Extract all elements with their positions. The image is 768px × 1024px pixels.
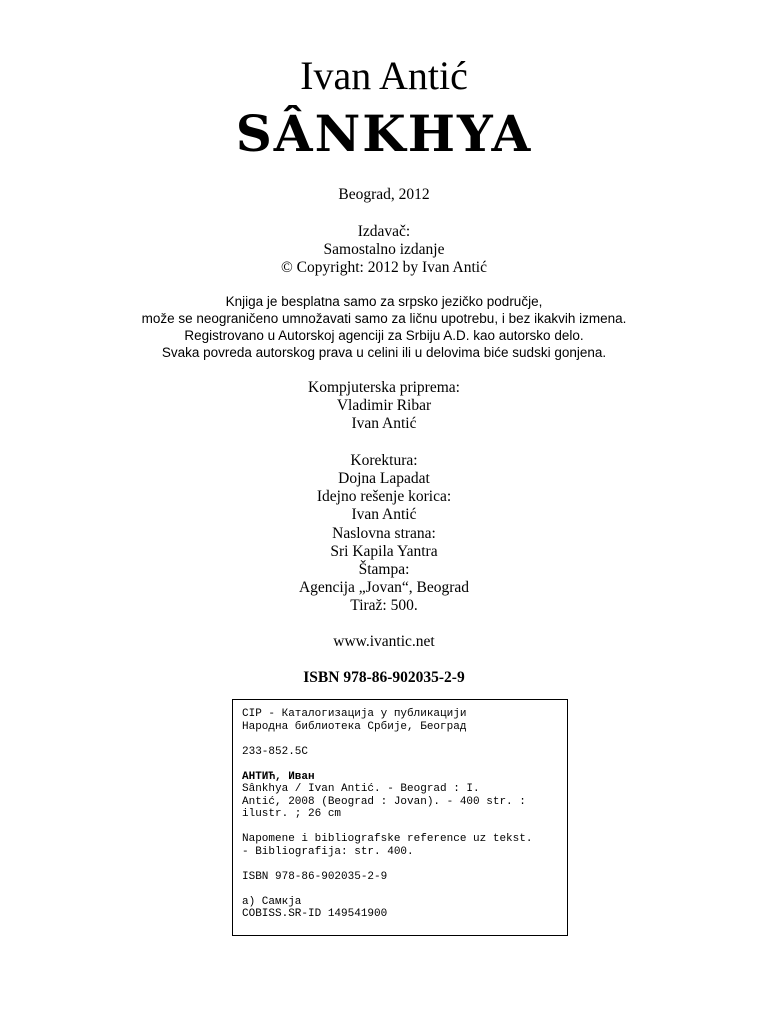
publisher-value: Samostalno izdanje xyxy=(323,241,445,258)
credit-print-label: Štampa: xyxy=(358,561,410,578)
credit-print-run: Tiraž: 500. xyxy=(350,597,418,614)
credit-front-label: Naslovna strana: xyxy=(332,525,436,542)
credit-proofreading-name: Dojna Lapadat xyxy=(338,470,430,487)
cip-subject: а) Самкја xyxy=(242,895,302,908)
cip-record-box xyxy=(232,699,568,936)
copyright-line: © Copyright: 2012 by Ivan Antić xyxy=(281,259,487,276)
prep-label: Kompjuterska priprema: xyxy=(308,379,460,396)
notice-line-2: može se neograničeno umnožavati samo za ličnu upotrebu, i bez ikakvih izmena. xyxy=(141,311,627,326)
credit-cover-name: Ivan Antić xyxy=(351,506,417,523)
cip-udc: 233-852.5C xyxy=(242,745,309,758)
place-year: Beograd, 2012 xyxy=(338,186,430,203)
notice-line-4: Svaka povreda autorskog prava u celini ili u delovima biće sudski gonjena. xyxy=(161,345,607,360)
website-link[interactable]: www.ivantic.net xyxy=(333,633,435,650)
notice-line-1: Knjiga je besplatna samo za srpsko jezičko područje, xyxy=(225,294,543,309)
credit-print-name: Agencija „Jovan“, Beograd xyxy=(298,579,469,596)
isbn-line: ISBN 978-86-902035-2-9 xyxy=(303,669,465,686)
cip-desc-3: ilustr. ; 26 cm xyxy=(242,808,342,820)
prep-name-2: Ivan Antić xyxy=(351,415,417,432)
credit-cover-label: Idejno rešenje korica: xyxy=(316,488,452,505)
cip-isbn: ISBN 978-86-902035-2-9 xyxy=(242,870,388,883)
cip-note-1: Napomene i bibliografske reference uz tekst. xyxy=(242,833,533,845)
prep-name-1: Vladimir Ribar xyxy=(336,397,432,414)
author-name: Ivan Antić xyxy=(300,53,468,98)
notice-line-3: Registrovano u Autorskoj agenciji za Srbiju A.D. kao autorsko delo. xyxy=(184,328,584,343)
cip-header-1: CIP - Каталогизација у публикацији xyxy=(242,708,467,720)
book-title: SÂNKHYA xyxy=(235,104,533,163)
cip-author-heading: АНТИЋ, Иван xyxy=(242,770,315,783)
cip-header-2: Народна библиотека Србије, Београд xyxy=(242,720,467,733)
credit-front-name: Sri Kapila Yantra xyxy=(330,543,438,560)
cip-desc-1: Sânkhya / Ivan Antić. - Beograd : I. xyxy=(242,783,480,795)
cip-note-2: - Bibliografija: str. 400. xyxy=(242,845,414,858)
publisher-label: Izdavač: xyxy=(357,223,411,240)
cip-desc-2: Antić, 2008 (Beograd : Jovan). - 400 str. : xyxy=(242,795,526,808)
cip-cobiss: COBISS.SR-ID 149541900 xyxy=(242,908,388,920)
credit-proofreading-label: Korektura: xyxy=(350,452,418,469)
